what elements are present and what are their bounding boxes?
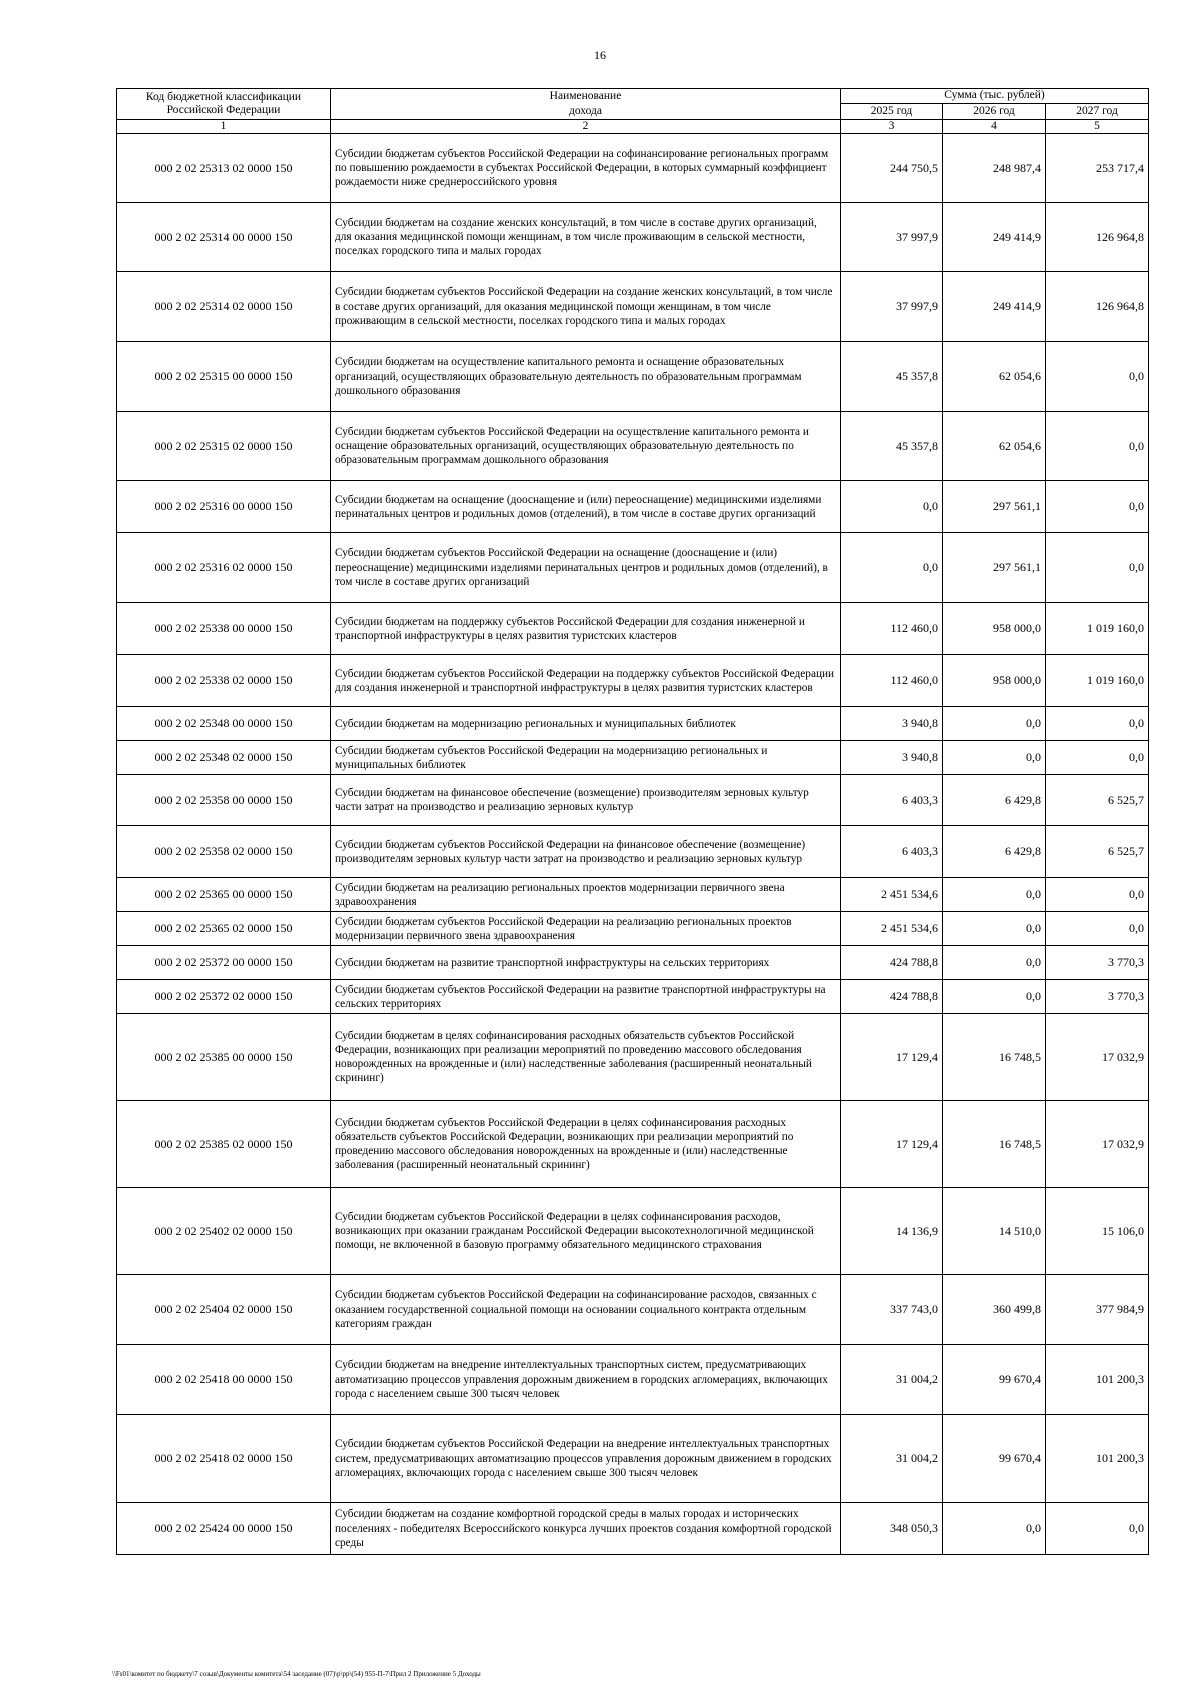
amount-2026-cell: 14 510,0 <box>943 1188 1046 1275</box>
amount-2027-cell: 0,0 <box>1046 412 1149 481</box>
amount-2025-cell: 337 743,0 <box>841 1275 943 1345</box>
amount-2026-cell: 0,0 <box>943 980 1046 1014</box>
budget-code-cell: 000 2 02 25418 02 0000 150 <box>117 1415 331 1503</box>
revenue-name-cell: Субсидии бюджетам на модернизацию региональных и муниципальных библиотек <box>331 707 841 741</box>
column-number-3: 3 <box>841 120 943 134</box>
revenue-name-cell: Субсидии бюджетам субъектов Российской Федерации на развитие транспортной инфраструктуры на сельских территориях <box>331 980 841 1014</box>
column-number-1: 1 <box>117 120 331 134</box>
amount-2026-cell: 99 670,4 <box>943 1415 1046 1503</box>
amount-2025-cell: 3 940,8 <box>841 741 943 775</box>
amount-2025-cell: 0,0 <box>841 481 943 533</box>
table-row <box>117 134 1149 203</box>
amount-2027-cell: 0,0 <box>1046 1503 1149 1555</box>
amount-2025-cell: 424 788,8 <box>841 946 943 980</box>
amount-2027-cell: 3 770,3 <box>1046 946 1149 980</box>
amount-2025-cell: 37 997,9 <box>841 272 943 342</box>
table-row <box>117 1014 1149 1101</box>
table-row <box>117 946 1149 980</box>
amount-2026-cell: 16 748,5 <box>943 1101 1046 1188</box>
table-row <box>117 203 1149 272</box>
budget-code-cell: 000 2 02 25314 02 0000 150 <box>117 272 331 342</box>
revenue-name-cell: Субсидии бюджетам на реализацию региональных проектов модернизации первичного звена здравоохранения <box>331 878 841 912</box>
amount-2026-cell: 248 987,4 <box>943 134 1046 203</box>
budget-code-cell: 000 2 02 25338 00 0000 150 <box>117 603 331 655</box>
amount-2026-cell: 0,0 <box>943 741 1046 775</box>
budget-code-cell: 000 2 02 25316 02 0000 150 <box>117 533 331 603</box>
revenue-name-cell: Субсидии бюджетам субъектов Российской Федерации на реализацию региональных проектов модернизации первичного звена здравоохранения <box>331 912 841 946</box>
amount-2025-cell: 244 750,5 <box>841 134 943 203</box>
amount-2026-cell: 0,0 <box>943 946 1046 980</box>
amount-2026-cell: 6 429,8 <box>943 775 1046 826</box>
amount-2026-cell: 958 000,0 <box>943 603 1046 655</box>
amount-2025-cell: 112 460,0 <box>841 655 943 707</box>
header-year-2026: 2026 год <box>943 104 1046 120</box>
amount-2025-cell: 17 129,4 <box>841 1014 943 1101</box>
amount-2026-cell: 360 499,8 <box>943 1275 1046 1345</box>
table-row <box>117 878 1149 912</box>
amount-2025-cell: 3 940,8 <box>841 707 943 741</box>
amount-2026-cell: 0,0 <box>943 707 1046 741</box>
budget-code-cell: 000 2 02 25358 02 0000 150 <box>117 826 331 878</box>
budget-code-cell: 000 2 02 25424 00 0000 150 <box>117 1503 331 1555</box>
revenue-name-cell: Субсидии бюджетам субъектов Российской Федерации на внедрение интеллектуальных транспортных систем, предусматривающих автоматизацию процессов управления дорожным движением в городских агломерациях, включающих города с населением свыше 300 тысяч человек <box>331 1415 841 1503</box>
amount-2026-cell: 62 054,6 <box>943 412 1046 481</box>
amount-2025-cell: 17 129,4 <box>841 1101 943 1188</box>
budget-code-cell: 000 2 02 25404 02 0000 150 <box>117 1275 331 1345</box>
amount-2027-cell: 17 032,9 <box>1046 1101 1149 1188</box>
header-code: Код бюджетной классификации Российской Федерации <box>117 89 331 120</box>
amount-2027-cell: 126 964,8 <box>1046 272 1149 342</box>
table-row <box>117 1415 1149 1503</box>
budget-code-cell: 000 2 02 25348 00 0000 150 <box>117 707 331 741</box>
revenue-name-cell: Субсидии бюджетам субъектов Российской Федерации на создание женских консультаций, в том числе в составе других организаций, для оказания медицинской помощи женщинам, в том числе проживающим в сельской местности, поселках городского типа и малых городах <box>331 272 841 342</box>
amount-2027-cell: 0,0 <box>1046 533 1149 603</box>
amount-2027-cell: 15 106,0 <box>1046 1188 1149 1275</box>
table-row <box>117 603 1149 655</box>
table-row <box>117 272 1149 342</box>
table-row <box>117 775 1149 826</box>
revenue-name-cell: Субсидии бюджетам на создание комфортной городской среды в малых городах и исторических поселениях - победителях Всероссийского конкурса лучших проектов создания комфортной городской среды <box>331 1503 841 1555</box>
revenue-name-cell: Субсидии бюджетам на поддержку субъектов Российской Федерации для создания инженерной и транспортной инфраструктуры в целях развития туристских кластеров <box>331 603 841 655</box>
amount-2025-cell: 2 451 534,6 <box>841 878 943 912</box>
amount-2027-cell: 6 525,7 <box>1046 826 1149 878</box>
revenue-name-cell: Субсидии бюджетам субъектов Российской Федерации на модернизацию региональных и муниципальных библиотек <box>331 741 841 775</box>
amount-2025-cell: 0,0 <box>841 533 943 603</box>
amount-2027-cell: 0,0 <box>1046 741 1149 775</box>
table-row <box>117 481 1149 533</box>
amount-2026-cell: 6 429,8 <box>943 826 1046 878</box>
budget-code-cell: 000 2 02 25314 00 0000 150 <box>117 203 331 272</box>
table-row <box>117 342 1149 412</box>
amount-2025-cell: 2 451 534,6 <box>841 912 943 946</box>
revenue-name-cell: Субсидии бюджетам субъектов Российской Федерации на осуществление капитального ремонта и оснащение образовательных организаций, осуществляющих образовательную деятельность по образовательным программам дошкольного образования <box>331 412 841 481</box>
amount-2027-cell: 377 984,9 <box>1046 1275 1149 1345</box>
table-row <box>117 412 1149 481</box>
table-row <box>117 533 1149 603</box>
table-row <box>117 741 1149 775</box>
amount-2027-cell: 0,0 <box>1046 481 1149 533</box>
column-number-4: 4 <box>943 120 1046 134</box>
budget-code-cell: 000 2 02 25365 02 0000 150 <box>117 912 331 946</box>
revenue-name-cell: Субсидии бюджетам субъектов Российской Федерации на софинансирование региональных программ по повышению рождаемости в субъектах Российской Федерации, в которых суммарный коэффициент рождаемости ниже среднероссийского уровня <box>331 134 841 203</box>
budget-code-cell: 000 2 02 25358 00 0000 150 <box>117 775 331 826</box>
table-row <box>117 707 1149 741</box>
amount-2027-cell: 17 032,9 <box>1046 1014 1149 1101</box>
budget-code-cell: 000 2 02 25418 00 0000 150 <box>117 1345 331 1415</box>
revenue-name-cell: Субсидии бюджетам на осуществление капитального ремонта и оснащение образовательных организаций, осуществляющих образовательную деятельность по образовательным программам дошкольного образования <box>331 342 841 412</box>
amount-2027-cell: 101 200,3 <box>1046 1415 1149 1503</box>
amount-2025-cell: 37 997,9 <box>841 203 943 272</box>
budget-code-cell: 000 2 02 25348 02 0000 150 <box>117 741 331 775</box>
amount-2027-cell: 0,0 <box>1046 707 1149 741</box>
amount-2026-cell: 297 561,1 <box>943 533 1046 603</box>
revenue-name-cell: Субсидии бюджетам субъектов Российской Федерации на софинансирование расходов, связанных с оказанием государственной социальной помощи на основании социального контракта отдельным категориям граждан <box>331 1275 841 1345</box>
amount-2027-cell: 101 200,3 <box>1046 1345 1149 1415</box>
header-name-line1: Наименование <box>331 89 841 104</box>
table-row <box>117 1101 1149 1188</box>
amount-2027-cell: 1 019 160,0 <box>1046 603 1149 655</box>
amount-2025-cell: 45 357,8 <box>841 342 943 412</box>
amount-2027-cell: 253 717,4 <box>1046 134 1149 203</box>
amount-2026-cell: 62 054,6 <box>943 342 1046 412</box>
amount-2027-cell: 1 019 160,0 <box>1046 655 1149 707</box>
amount-2026-cell: 297 561,1 <box>943 481 1046 533</box>
page-number: 16 <box>594 48 606 62</box>
table-row <box>117 980 1149 1014</box>
revenue-name-cell: Субсидии бюджетам субъектов Российской Федерации на поддержку субъектов Российской Федерации для создания инженерной и транспортной инфраструктуры в целях развития туристских кластеров <box>331 655 841 707</box>
budget-code-cell: 000 2 02 25372 00 0000 150 <box>117 946 331 980</box>
amount-2026-cell: 0,0 <box>943 878 1046 912</box>
amount-2025-cell: 112 460,0 <box>841 603 943 655</box>
revenue-name-cell: Субсидии бюджетам субъектов Российской Федерации в целях софинансирования расходных обязательств субъектов Российской Федерации, возникающих при реализации мероприятий по проведению массового обследования новорожденных на врожденные и (или) наследственные заболевания (расширенный неонатальный скрининг) <box>331 1101 841 1188</box>
amount-2025-cell: 6 403,3 <box>841 775 943 826</box>
budget-code-cell: 000 2 02 25365 00 0000 150 <box>117 878 331 912</box>
amount-2025-cell: 14 136,9 <box>841 1188 943 1275</box>
amount-2026-cell: 99 670,4 <box>943 1345 1046 1415</box>
footer-file-path: \\Fs01\комитет по бюджету\7 созыв\Документы комитета\54 заседание (07)\р\рр\(54) 955-П-7\Прил 2 Приложение 5 Доходы <box>112 1670 481 1678</box>
budget-code-cell: 000 2 02 25316 00 0000 150 <box>117 481 331 533</box>
amount-2025-cell: 31 004,2 <box>841 1345 943 1415</box>
table-row <box>117 1188 1149 1275</box>
amount-2025-cell: 45 357,8 <box>841 412 943 481</box>
budget-code-cell: 000 2 02 25338 02 0000 150 <box>117 655 331 707</box>
revenue-name-cell: Субсидии бюджетам субъектов Российской Федерации в целях софинансирования расходов, возникающих при оказании гражданам Российской Федерации высокотехнологичной медицинской помощи, не включенной в базовую программу обязательного медицинского страхования <box>331 1188 841 1275</box>
amount-2027-cell: 0,0 <box>1046 878 1149 912</box>
budget-code-cell: 000 2 02 25402 02 0000 150 <box>117 1188 331 1275</box>
amount-2026-cell: 0,0 <box>943 912 1046 946</box>
budget-code-cell: 000 2 02 25385 00 0000 150 <box>117 1014 331 1101</box>
amount-2025-cell: 6 403,3 <box>841 826 943 878</box>
header-year-2025: 2025 год <box>841 104 943 120</box>
header-name-line2: дохода <box>331 104 841 120</box>
amount-2027-cell: 3 770,3 <box>1046 980 1149 1014</box>
revenue-name-cell: Субсидии бюджетам на создание женских консультаций, в том числе в составе других организаций, для оказания медицинской помощи женщинам, в том числе проживающим в сельской местности, поселках городского типа и малых городах <box>331 203 841 272</box>
amount-2025-cell: 348 050,3 <box>841 1503 943 1555</box>
table-body <box>117 134 1149 1555</box>
table-row <box>117 912 1149 946</box>
amount-2026-cell: 249 414,9 <box>943 272 1046 342</box>
revenue-name-cell: Субсидии бюджетам на развитие транспортной инфраструктуры на сельских территориях <box>331 946 841 980</box>
budget-code-cell: 000 2 02 25313 02 0000 150 <box>117 134 331 203</box>
column-number-5: 5 <box>1046 120 1149 134</box>
amount-2025-cell: 424 788,8 <box>841 980 943 1014</box>
column-number-2: 2 <box>331 120 841 134</box>
revenue-name-cell: Субсидии бюджетам на оснащение (дооснащение и (или) переоснащение) медицинскими изделиями перинатальных центров и родильных домов (отделений), в том числе в составе других организаций <box>331 481 841 533</box>
revenue-name-cell: Субсидии бюджетам субъектов Российской Федерации на финансовое обеспечение (возмещение) производителям зерновых культур части затрат на производство и реализацию зерновых культур <box>331 826 841 878</box>
revenue-name-cell: Субсидии бюджетам в целях софинансирования расходных обязательств субъектов Российской Федерации, возникающих при реализации мероприятий по проведению массового обследования новорожденных на врожденные и (или) наследственные заболевания (расширенный неонатальный скрининг) <box>331 1014 841 1101</box>
table-row <box>117 655 1149 707</box>
amount-2027-cell: 0,0 <box>1046 912 1149 946</box>
table-row <box>117 826 1149 878</box>
revenue-name-cell: Субсидии бюджетам субъектов Российской Федерации на оснащение (дооснащение и (или) переоснащение) медицинскими изделиями перинатальных центров и родильных домов (отделений), в том числе в составе других организаций <box>331 533 841 603</box>
amount-2027-cell: 6 525,7 <box>1046 775 1149 826</box>
budget-code-cell: 000 2 02 25315 00 0000 150 <box>117 342 331 412</box>
revenue-name-cell: Субсидии бюджетам на финансовое обеспечение (возмещение) производителям зерновых культур части затрат на производство и реализацию зерновых культур <box>331 775 841 826</box>
table-row <box>117 1345 1149 1415</box>
amount-2026-cell: 958 000,0 <box>943 655 1046 707</box>
amount-2026-cell: 249 414,9 <box>943 203 1046 272</box>
table-row <box>117 1275 1149 1345</box>
revenue-name-cell: Субсидии бюджетам на внедрение интеллектуальных транспортных систем, предусматривающих автоматизацию процессов управления дорожным движением в городских агломерациях, включающих города с населением свыше 300 тысяч человек <box>331 1345 841 1415</box>
amount-2027-cell: 0,0 <box>1046 342 1149 412</box>
budget-code-cell: 000 2 02 25315 02 0000 150 <box>117 412 331 481</box>
amount-2026-cell: 0,0 <box>943 1503 1046 1555</box>
amount-2027-cell: 126 964,8 <box>1046 203 1149 272</box>
revenue-table <box>116 88 1149 1555</box>
budget-code-cell: 000 2 02 25385 02 0000 150 <box>117 1101 331 1188</box>
header-year-2027: 2027 год <box>1046 104 1149 120</box>
table-row <box>117 1503 1149 1555</box>
header-sum: Сумма (тыс. рублей) <box>841 89 1149 104</box>
amount-2026-cell: 16 748,5 <box>943 1014 1046 1101</box>
budget-code-cell: 000 2 02 25372 02 0000 150 <box>117 980 331 1014</box>
amount-2025-cell: 31 004,2 <box>841 1415 943 1503</box>
